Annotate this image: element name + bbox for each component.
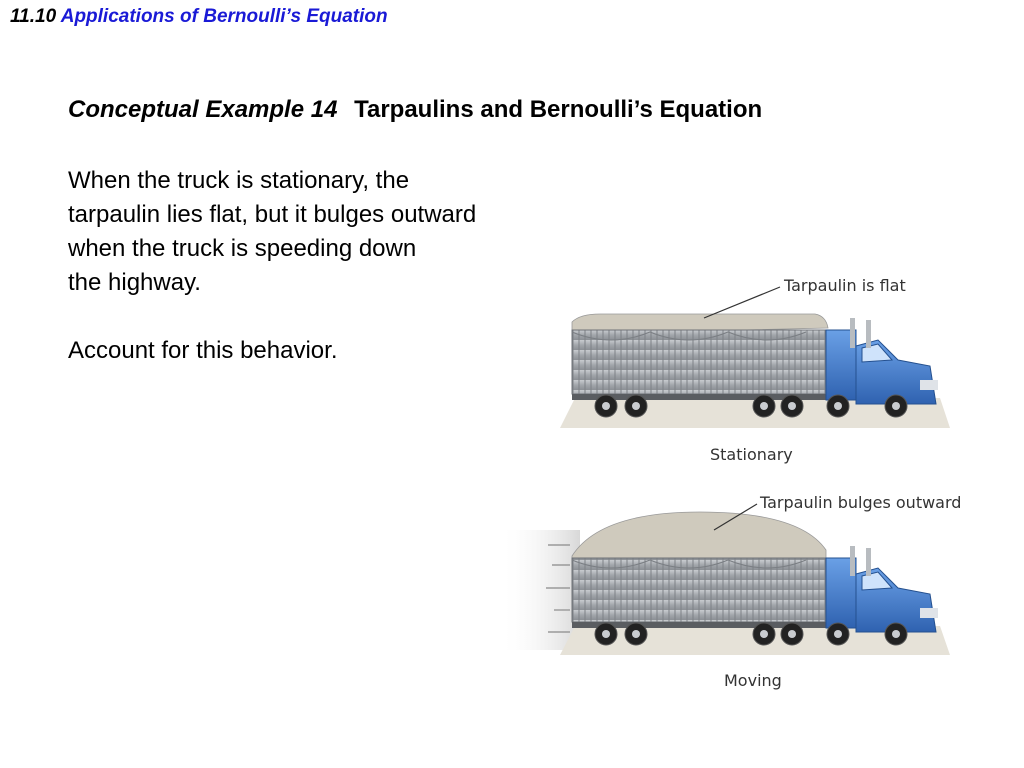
truck-cab xyxy=(826,546,938,632)
callout-line xyxy=(704,287,780,318)
section-number: 11.10 xyxy=(10,6,57,27)
truck-cab xyxy=(826,318,938,404)
description-line: when the truck is speeding down xyxy=(68,235,417,262)
section-title: Applications of Bernoulli’s Equation xyxy=(60,6,388,27)
moving-caption: Moving xyxy=(724,671,782,690)
example-label: Conceptual Example 14 xyxy=(68,96,338,123)
description-line: the highway. xyxy=(68,269,201,296)
description-line: When the truck is stationary, the xyxy=(68,167,410,194)
flat-callout: Tarpaulin is flat xyxy=(784,276,906,295)
stationary-caption: Stationary xyxy=(710,445,793,464)
stationary-truck xyxy=(560,276,950,464)
example-title: Tarpaulins and Bernoulli’s Equation xyxy=(354,96,763,123)
question-text: Account for this behavior. xyxy=(68,337,338,364)
description-line: tarpaulin lies flat, but it bulges outward xyxy=(68,201,477,228)
bulge-callout: Tarpaulin bulges outward xyxy=(760,493,962,512)
bulged-tarpaulin xyxy=(572,512,826,564)
moving-truck xyxy=(500,493,961,690)
